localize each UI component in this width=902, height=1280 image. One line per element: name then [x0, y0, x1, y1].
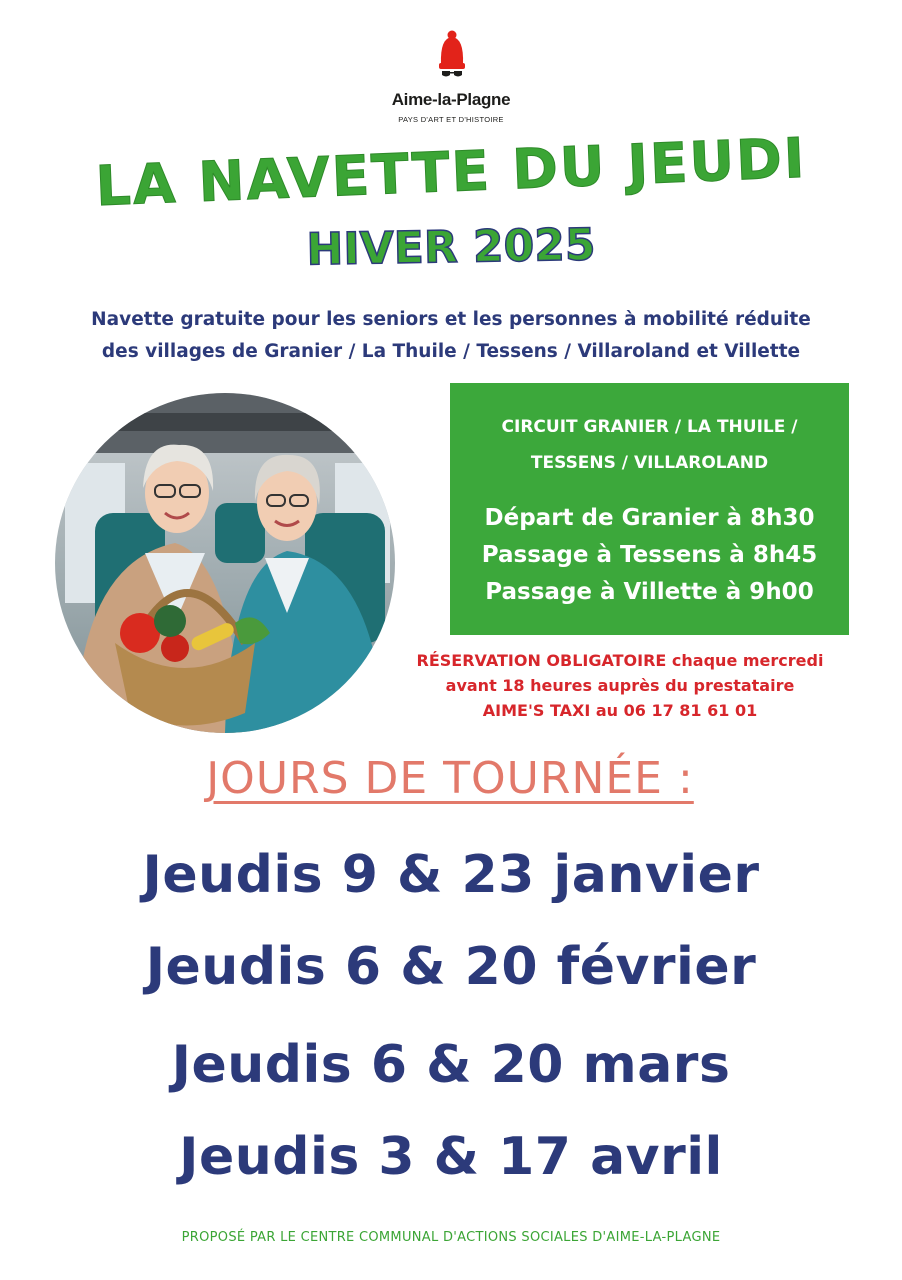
- date-march: Jeudis 6 & 20 mars: [171, 1035, 731, 1095]
- beanie-hat-icon: [436, 30, 468, 82]
- intro-line-2: des villages de Granier / La Thuile / Tessens / Villaroland et Villette: [101, 341, 801, 362]
- date-april: Jeudis 3 & 17 avril: [179, 1127, 723, 1187]
- seniors-illustration: [55, 393, 395, 733]
- reservation-notice: [380, 648, 860, 723]
- reservation-contact: AIME'S TAXI au 06 17 81 61 01: [482, 701, 758, 720]
- jours-heading: [100, 753, 800, 804]
- date-february: Jeudis 6 & 20 février: [145, 937, 757, 997]
- circuit-title: [450, 409, 849, 481]
- footer-credit: PROPOSÉ PAR LE CENTRE COMMUNAL D'ACTIONS SOCIALES D'AIME-LA-PLAGNE: [181, 1230, 721, 1245]
- jours-heading-text: JOURS DE TOURNÉE :: [206, 753, 694, 804]
- circuit-box: [450, 383, 849, 635]
- intro-line-1: Navette gratuite pour les seniors et les personnes à mobilité réduite: [91, 309, 811, 330]
- reservation-required: RÉSERVATION OBLIGATOIRE: [416, 651, 667, 670]
- seniors-photo: [55, 393, 395, 733]
- logo-name: Aime-la-Plagne: [391, 90, 511, 109]
- reservation-line-2: avant 18 heures auprès du prestataire: [445, 676, 795, 695]
- reservation-line-1: [380, 648, 860, 673]
- schedule-line-villette: Passage à Villette à 9h00: [485, 579, 814, 605]
- intro-text: [30, 304, 872, 368]
- schedule-line-tessens: Passage à Tessens à 8h45: [481, 542, 818, 568]
- circuit-title-line-2: TESSENS / VILLAROLAND: [530, 453, 769, 473]
- schedule-line-granier: Départ de Granier à 8h30: [484, 505, 815, 531]
- main-title: LA NAVETTE DU JEUDI: [94, 125, 808, 219]
- season-subtitle: HIVER 2025: [306, 219, 596, 276]
- logo: [351, 30, 551, 130]
- reservation-day: chaque mercredi: [666, 651, 824, 670]
- date-january: Jeudis 9 & 23 janvier: [142, 845, 760, 905]
- circuit-title-line-1: CIRCUIT GRANIER / LA THUILE /: [501, 417, 798, 437]
- circuit-schedule: [450, 500, 849, 611]
- logo-tagline: PAYS D'ART ET D'HISTOIRE: [398, 115, 504, 124]
